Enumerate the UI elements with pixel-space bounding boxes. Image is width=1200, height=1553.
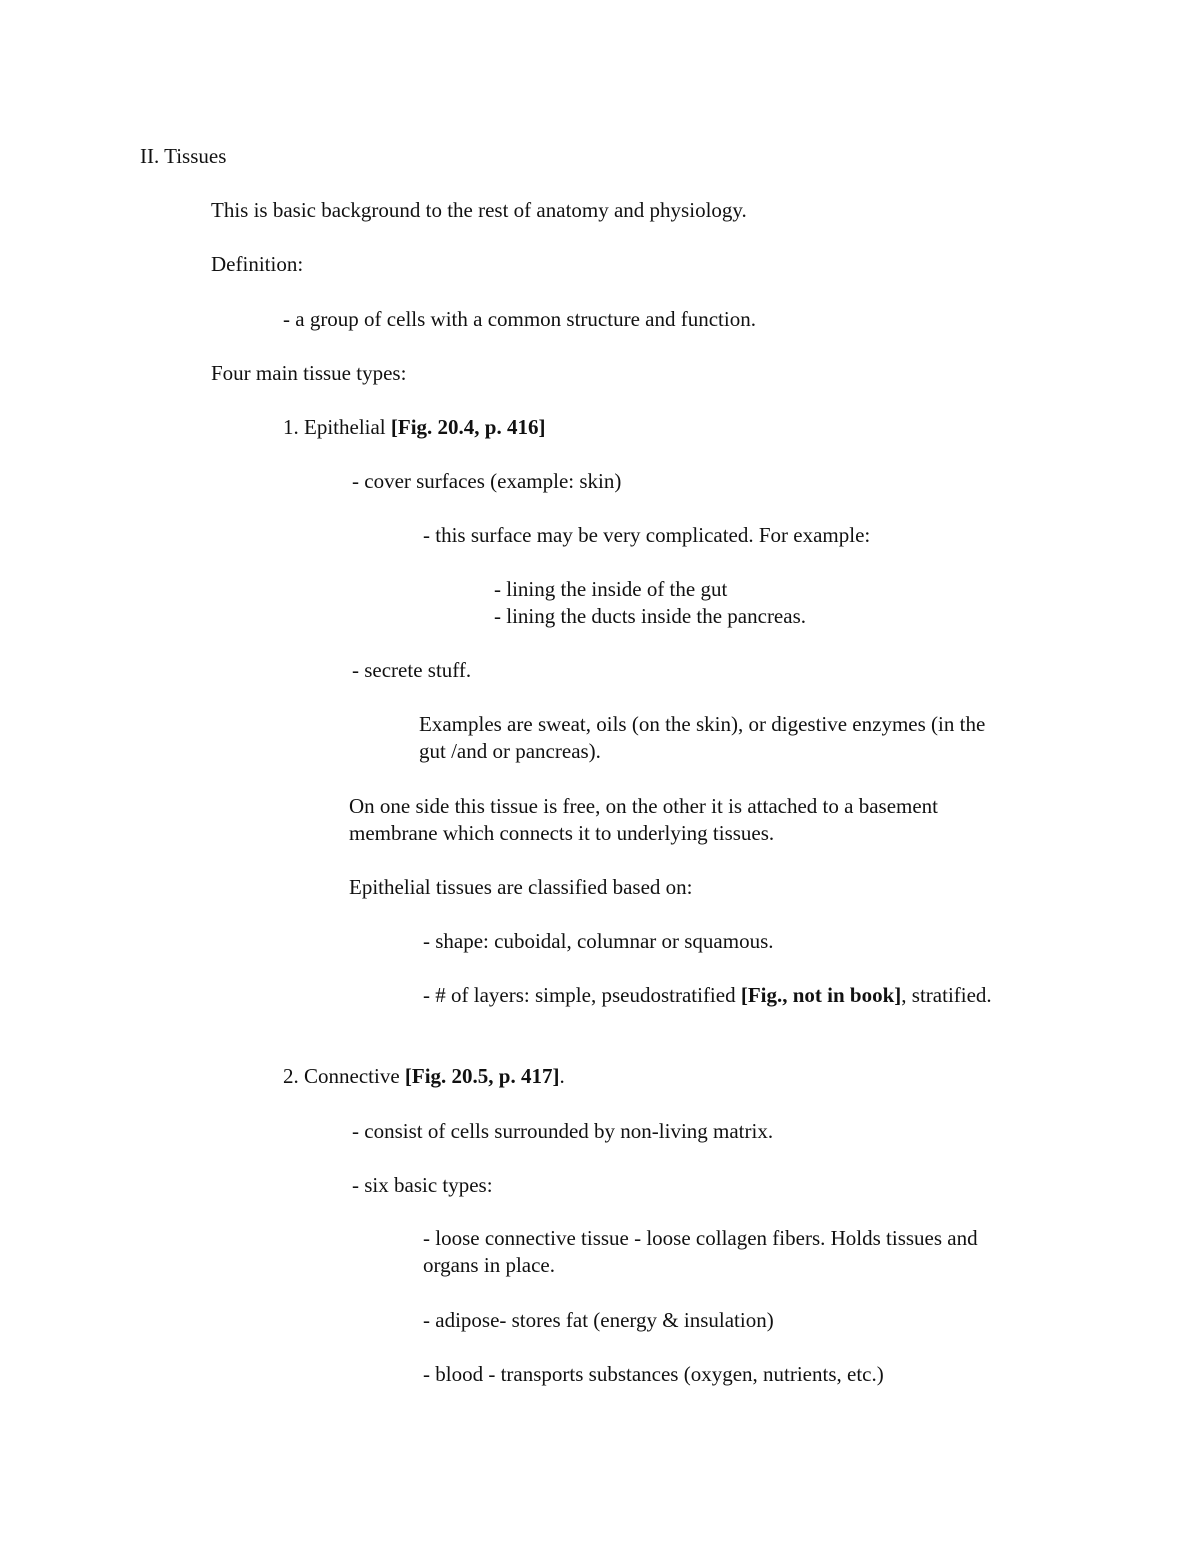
epithelial-gut: - lining the inside of the gut (494, 577, 728, 601)
connective-title-text: 2. Connective (283, 1064, 405, 1088)
epithelial-free-1: On one side this tissue is free, on the other it is attached to a basement (349, 794, 939, 818)
connective-loose-1: - loose connective tissue - loose collagen fibers. Holds tissues and (423, 1226, 978, 1250)
epithelial-title (283, 414, 545, 441)
connective-loose-2: organs in place. (423, 1253, 555, 1277)
connective-adipose: - adipose- stores fat (energy & insulation) (423, 1308, 774, 1332)
connective-consist: - consist of cells surrounded by non-living matrix. (352, 1119, 774, 1143)
epithelial-examples-1: Examples are sweat, oils (on the skin), or digestive enzymes (in the (419, 712, 986, 736)
epithelial-free-2: membrane which connects it to underlying tissues. (349, 821, 775, 845)
connective-title-end: . (559, 1064, 565, 1088)
epithelial-classified: Epithelial tissues are classified based on: (349, 875, 693, 899)
epithelial-layers-end: , stratified. (901, 983, 992, 1007)
tissue-types-label: Four main tissue types: (211, 361, 407, 385)
epithelial-cover: - cover surfaces (example: skin) (352, 469, 622, 493)
epithelial-figure-ref: [Fig. 20.4, p. 416] (390, 415, 546, 439)
epithelial-shape: - shape: cuboidal, columnar or squamous. (423, 929, 774, 953)
connective-six-types: - six basic types: (352, 1173, 493, 1197)
epithelial-layers (423, 982, 992, 1009)
epithelial-examples-2: gut /and or pancreas). (419, 739, 601, 763)
connective-title (283, 1063, 565, 1090)
epithelial-pancreas: - lining the ducts inside the pancreas. (494, 604, 806, 628)
epithelial-secrete: - secrete stuff. (352, 658, 472, 682)
epithelial-layers-ref: [Fig., not in book] (740, 983, 902, 1007)
intro-text: This is basic background to the rest of anatomy and physiology. (211, 198, 747, 222)
connective-figure-ref: [Fig. 20.5, p. 417] (404, 1064, 560, 1088)
epithelial-layers-text: - # of layers: simple, pseudostratified (423, 983, 741, 1007)
connective-blood: - blood - transports substances (oxygen, nutrients, etc.) (423, 1362, 884, 1386)
section-heading: II. Tissues (140, 144, 227, 168)
definition-label: Definition: (211, 252, 304, 276)
epithelial-complicated: - this surface may be very complicated. For example: (423, 523, 871, 547)
epithelial-title-text: 1. Epithelial (283, 415, 391, 439)
definition-text: - a group of cells with a common structure and function. (283, 307, 756, 331)
